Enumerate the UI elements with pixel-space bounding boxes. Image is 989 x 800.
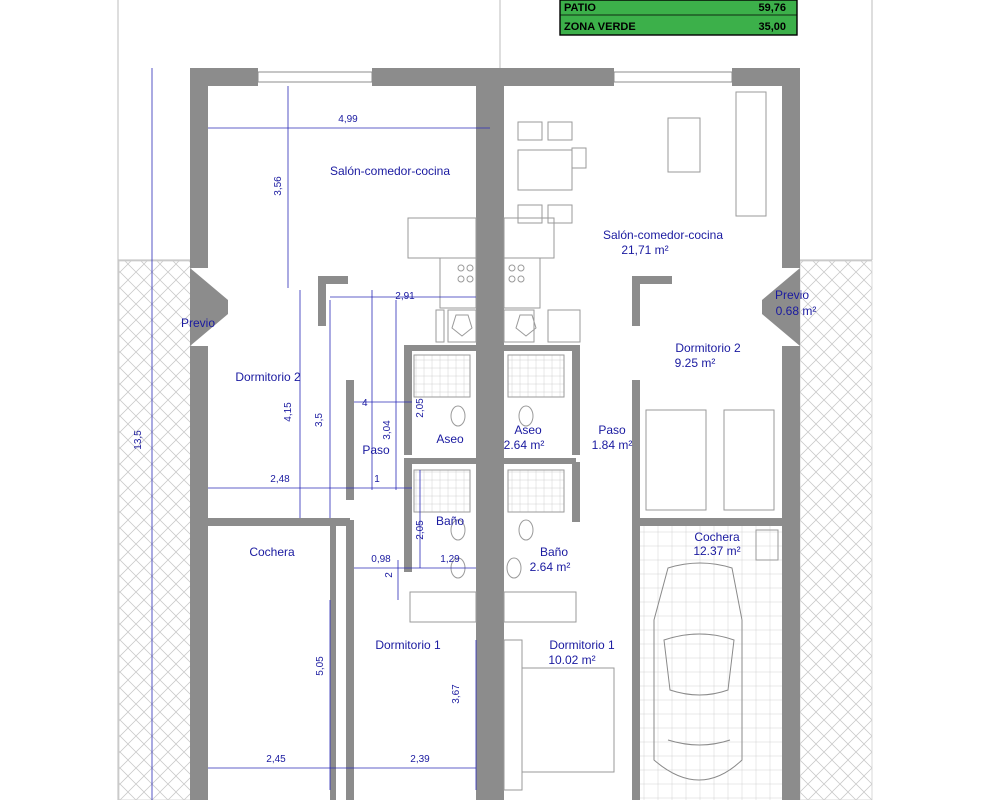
room-label-dormitorio2-left: Dormitorio 2: [235, 370, 301, 384]
room-area-salon-right: 21,71 m²: [621, 243, 669, 257]
room-label-paso-left: Paso: [362, 443, 390, 457]
dim-205b: 2,05: [415, 520, 426, 540]
dim-129: 1,29: [440, 554, 460, 565]
room-area-cochera-right: 12.37 m²: [693, 544, 741, 558]
room-area-dormitorio2-right: 9.25 m²: [674, 356, 716, 370]
room-label-salon-right: Salón-comedor-cocina: [602, 228, 724, 242]
room-area-previo-right: 0.68 m²: [775, 304, 817, 318]
dim-4: 4: [362, 398, 368, 409]
room-label-bano-left: Baño: [435, 514, 465, 528]
room-label-paso-right: Paso: [598, 423, 626, 437]
room-label-aseo-right: Aseo: [514, 423, 542, 437]
dim-1: 1: [374, 474, 380, 485]
room-area-dormitorio1-right: 10.02 m²: [548, 653, 596, 667]
room-area-bano-right: 2.64 m²: [529, 560, 571, 574]
dim-098: 0,98: [371, 554, 391, 565]
dim-304: 3,04: [382, 420, 393, 440]
room-label-bano-right: Baño: [539, 545, 569, 559]
dim-2: 2: [384, 572, 395, 578]
dim-367: 3,67: [451, 684, 462, 704]
room-label-dormitorio1-left: Dormitorio 1: [375, 638, 441, 652]
dim-499: 4,99: [338, 114, 358, 125]
dim-245: 2,45: [266, 754, 286, 765]
room-label-cochera-left: Cochera: [249, 545, 295, 559]
dim-415: 4,15: [283, 402, 294, 422]
dim-35: 3,5: [314, 413, 325, 427]
room-area-aseo-right: 2.64 m²: [503, 438, 545, 452]
dim-248: 2,48: [270, 474, 290, 485]
room-label-cochera-right: Cochera: [694, 530, 740, 544]
carport-floor-right: [640, 520, 800, 800]
legend-label-patio: PATIO: [564, 2, 596, 14]
dim-291: 2,91: [395, 291, 415, 302]
green-zone-right-lower: [872, 261, 989, 800]
room-label-dormitorio2-right: Dormitorio 2: [675, 341, 741, 355]
room-label-previo-left: Previo: [180, 316, 216, 330]
area-legend: [560, 0, 797, 35]
dim-239: 2,39: [410, 754, 430, 765]
legend-value-patio: 59,76: [758, 2, 786, 14]
dim-205a: 2,05: [415, 398, 426, 418]
dim-135: 13,5: [133, 430, 144, 450]
room-label-previo-right: Previo: [774, 288, 810, 302]
room-area-paso-right: 1.84 m²: [591, 438, 633, 452]
legend-value-zona-verde: 35,00: [758, 21, 786, 33]
dim-505: 5,05: [315, 656, 326, 676]
green-zone-right: [800, 261, 872, 800]
legend-label-zona-verde: ZONA VERDE: [564, 21, 636, 33]
room-label-salon-left: Salón-comedor-cocina: [329, 164, 451, 178]
dim-356: 3,56: [273, 176, 284, 196]
green-zone-left: [119, 261, 191, 800]
room-label-dormitorio1-right: Dormitorio 1: [549, 638, 615, 652]
room-label-aseo-left: Aseo: [436, 432, 464, 446]
